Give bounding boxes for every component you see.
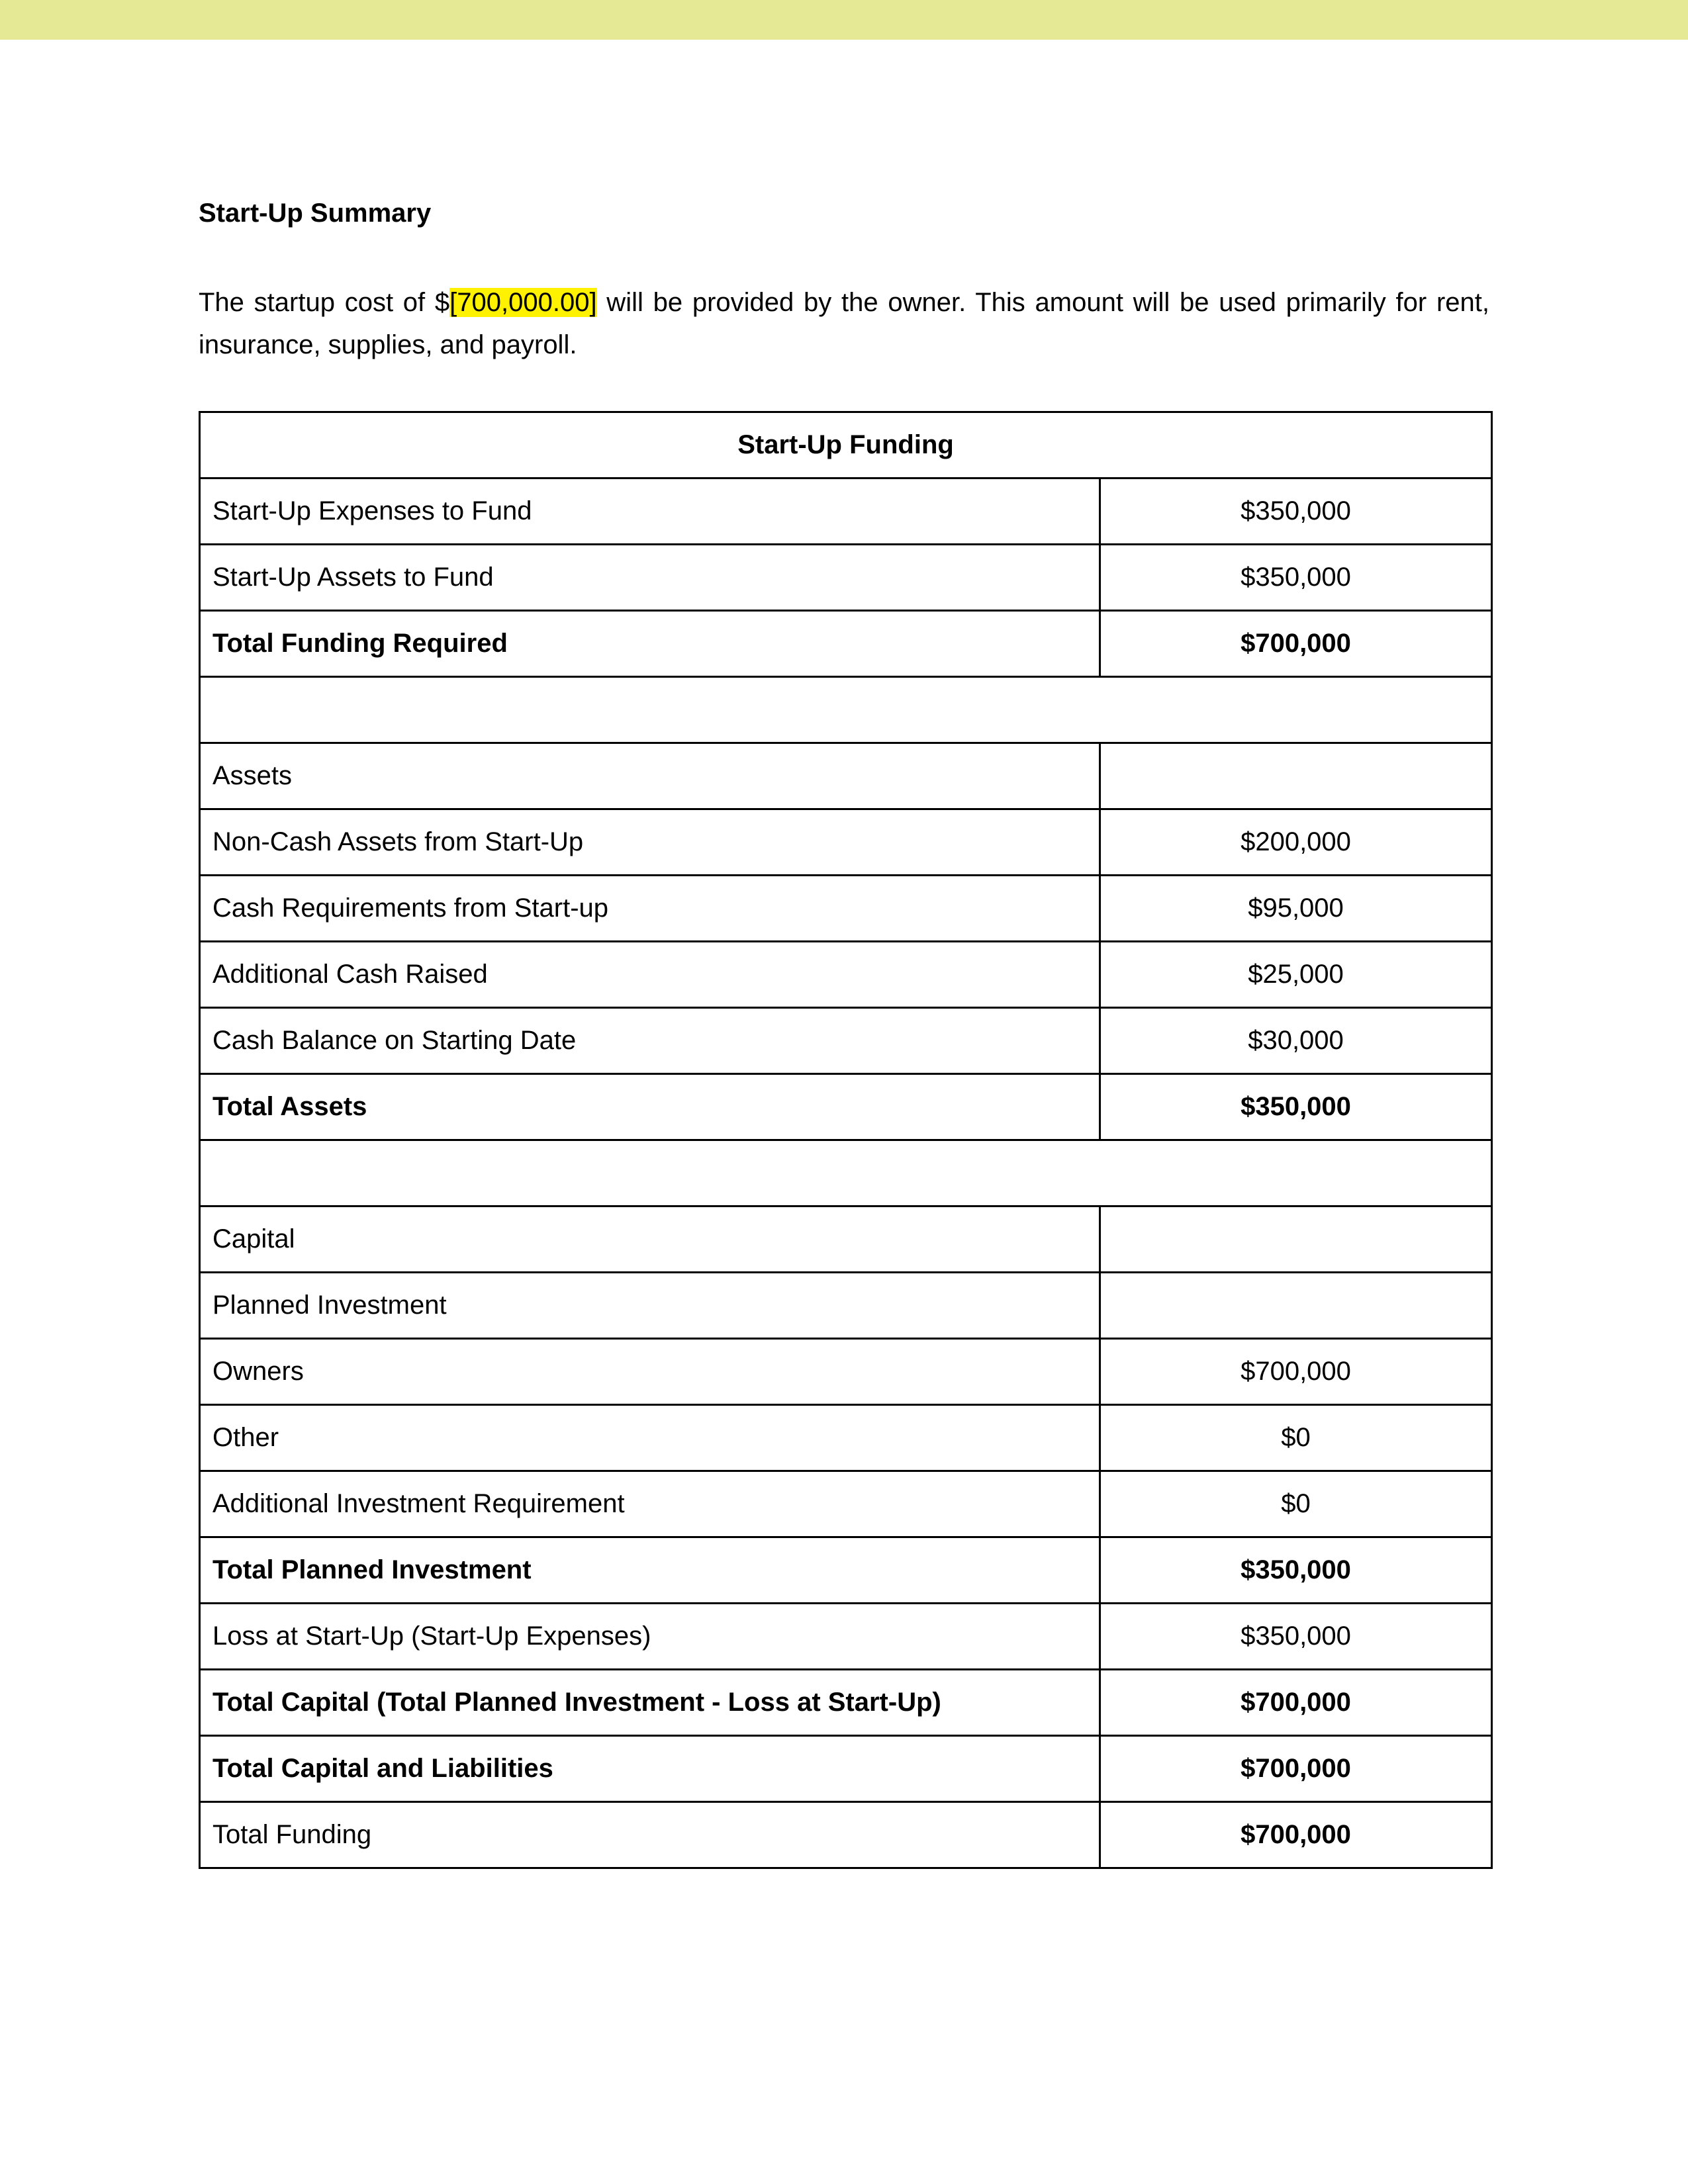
table-row xyxy=(200,1802,1492,1868)
row-label: Cash Requirements from Start-up xyxy=(200,876,1100,942)
table-title: Start-Up Funding xyxy=(200,412,1492,478)
spacer-cell xyxy=(200,677,1492,743)
intro-text-after: will be provided by the owner. This amount will be used primarily for rent, insurance, supplies, and payroll. xyxy=(199,288,1489,359)
table-row xyxy=(200,1604,1492,1670)
table-row xyxy=(200,545,1492,611)
row-value: $700,000 xyxy=(1100,1339,1492,1405)
startup-cost-highlight: [700,000.00] xyxy=(449,288,597,317)
row-label: Total Assets xyxy=(200,1074,1100,1140)
intro-text-before: The startup cost of $ xyxy=(199,288,450,317)
row-label: Start-Up Assets to Fund xyxy=(200,545,1100,611)
row-value: $200,000 xyxy=(1100,809,1492,876)
row-value: $350,000 xyxy=(1100,1074,1492,1140)
row-value: $700,000 xyxy=(1100,1802,1492,1868)
row-label: Total Funding xyxy=(200,1802,1100,1868)
row-label: Owners xyxy=(200,1339,1100,1405)
row-value xyxy=(1100,743,1492,809)
row-value: $700,000 xyxy=(1100,1670,1492,1736)
spacer-row xyxy=(200,677,1492,743)
row-label: Capital xyxy=(200,1206,1100,1273)
spacer-row xyxy=(200,1140,1492,1206)
row-value: $0 xyxy=(1100,1405,1492,1471)
row-value: $350,000 xyxy=(1100,1604,1492,1670)
row-label: Other xyxy=(200,1405,1100,1471)
spacer-cell xyxy=(200,1140,1492,1206)
table-title-row xyxy=(200,412,1492,478)
table-row xyxy=(200,1670,1492,1736)
table-row xyxy=(200,1736,1492,1802)
row-label: Cash Balance on Starting Date xyxy=(200,1008,1100,1074)
row-value: $350,000 xyxy=(1100,545,1492,611)
startup-funding-table xyxy=(199,411,1493,1869)
top-color-band xyxy=(0,0,1688,40)
section-heading: Start-Up Summary xyxy=(199,199,432,228)
table-row xyxy=(200,611,1492,677)
table-row xyxy=(200,478,1492,545)
row-label: Total Planned Investment xyxy=(200,1537,1100,1604)
table-row xyxy=(200,743,1492,809)
row-value: $350,000 xyxy=(1100,1537,1492,1604)
table-row xyxy=(200,1074,1492,1140)
table-row xyxy=(200,1471,1492,1537)
table-row xyxy=(200,1537,1492,1604)
row-value: $700,000 xyxy=(1100,611,1492,677)
row-label: Additional Cash Raised xyxy=(200,942,1100,1008)
row-label: Assets xyxy=(200,743,1100,809)
row-label: Planned Investment xyxy=(200,1273,1100,1339)
row-label: Total Capital and Liabilities xyxy=(200,1736,1100,1802)
row-value: $30,000 xyxy=(1100,1008,1492,1074)
row-label: Total Capital (Total Planned Investment - Loss at Start-Up) xyxy=(200,1670,1100,1736)
row-label: Start-Up Expenses to Fund xyxy=(200,478,1100,545)
table-row xyxy=(200,1339,1492,1405)
row-label: Loss at Start-Up (Start-Up Expenses) xyxy=(200,1604,1100,1670)
table-row xyxy=(200,1405,1492,1471)
row-value: $350,000 xyxy=(1100,478,1492,545)
startup-funding-table-body xyxy=(200,412,1492,1868)
row-value xyxy=(1100,1206,1492,1273)
table-row xyxy=(200,809,1492,876)
table-row xyxy=(200,1008,1492,1074)
row-label: Total Funding Required xyxy=(200,611,1100,677)
row-value: $25,000 xyxy=(1100,942,1492,1008)
row-value: $700,000 xyxy=(1100,1736,1492,1802)
row-label: Additional Investment Requirement xyxy=(200,1471,1100,1537)
table-row xyxy=(200,876,1492,942)
row-value xyxy=(1100,1273,1492,1339)
row-value: $0 xyxy=(1100,1471,1492,1537)
table-row xyxy=(200,1206,1492,1273)
table-row xyxy=(200,1273,1492,1339)
row-value: $95,000 xyxy=(1100,876,1492,942)
table-row xyxy=(200,942,1492,1008)
intro-paragraph xyxy=(199,281,1489,366)
row-label: Non-Cash Assets from Start-Up xyxy=(200,809,1100,876)
